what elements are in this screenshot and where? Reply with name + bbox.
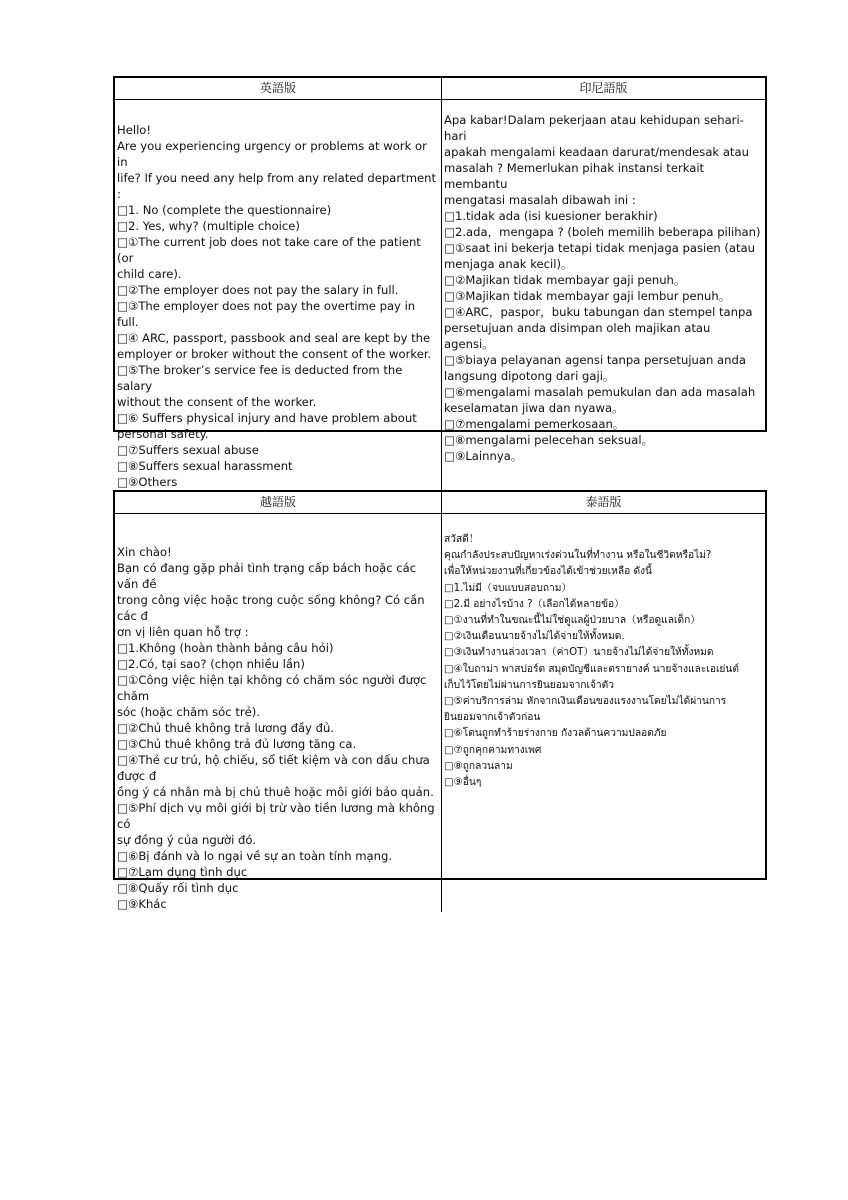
text-line: ồng ý cá nhân mà bị chủ thuê hoặc môi giới bảo quản. bbox=[117, 785, 434, 799]
text-line: □⑥ Suffers physical injury and have problem about bbox=[117, 411, 417, 425]
text-line: สวัสดี！ bbox=[444, 534, 479, 545]
text-line: □⑧mengalami pelecehan seksual。 bbox=[444, 433, 654, 447]
text-line: เพื่อให้หน่วยงานที่เกี่ยวข้องได้เข้าช่วยเหลือ ดังนี้ bbox=[444, 566, 653, 578]
text-line: □1.tidak ada (isi kuesioner berakhir) bbox=[444, 209, 658, 223]
text-line: □⑦Suffers sexual abuse bbox=[117, 443, 259, 457]
text-line: langsung dipotong dari gaji。 bbox=[444, 369, 615, 383]
text-line: □⑥mengalami masalah pemukulan dan ada masalah bbox=[444, 385, 756, 399]
text-line: child care). bbox=[117, 267, 182, 281]
text-line: □2.Có, tại sao? (chọn nhiều lần) bbox=[117, 657, 305, 671]
text-line: trong công việc hoặc trong cuộc sống không? Có cần các đ bbox=[117, 593, 429, 623]
text-line: □④ARC，paspor，buku tabungan dan stempel tanpa bbox=[444, 305, 753, 319]
text-line: apakah mengalami keadaan darurat/mendesak atau bbox=[444, 145, 749, 159]
text-line: sự đồng ý của người đó. bbox=[117, 833, 256, 847]
text-line: □⑨Others bbox=[117, 475, 178, 489]
header-indonesian-version: 印尼語版 bbox=[442, 78, 765, 100]
text-line: □1.Không (hoàn thành bảng câu hỏi) bbox=[117, 641, 334, 655]
text-line: □②Chủ thuê không trả lương đầy đủ. bbox=[117, 721, 334, 735]
text-line: □⑧Quấy rối tình dục bbox=[117, 881, 239, 895]
text-line: □2.มี อย่างไรบ้าง ?（เลือกได้หลายข้อ） bbox=[444, 598, 625, 610]
text-line: □⑦Lạm dụng tình dục bbox=[117, 865, 248, 879]
text-line: keselamatan jiwa dan nyawa。 bbox=[444, 401, 624, 415]
text-line: □1. No (complete the questionnaire) bbox=[117, 203, 332, 217]
vietnamese-text-cell bbox=[115, 514, 442, 912]
text-line: □②เงินเดือนนายจ้างไม่ได้จ่ายให้ทั้งหมด. bbox=[444, 631, 625, 643]
text-line: Xin chào! bbox=[117, 545, 172, 559]
text-line: □①saat ini bekerja tetapi tidak menjaga pasien (atau bbox=[444, 241, 755, 255]
survey-table-english-indonesian bbox=[113, 76, 767, 489]
text-line: □⑨อื่นๆ bbox=[444, 777, 482, 789]
text-line: persetujuan anda disimpan oleh majikan atau agensi。 bbox=[444, 321, 715, 351]
header-thai-version: 泰語版 bbox=[442, 492, 765, 514]
text-line: Are you experiencing urgency or problems at work or in bbox=[117, 139, 431, 169]
text-line: □③Chủ thuê không trả đủ lương tăng ca. bbox=[117, 737, 357, 751]
text-line: menjaga anak kecil)。 bbox=[444, 257, 573, 271]
text-line: □⑤The broker’s service fee is deducted from the salary bbox=[117, 363, 407, 393]
text-line: □1.ไม่มี（จบแบบสอบถาม） bbox=[444, 582, 572, 594]
text-line: □①The current job does not take care of the patient (or bbox=[117, 235, 425, 265]
text-line: □①Công việc hiện tại không có chăm sóc người được chăm bbox=[117, 673, 431, 703]
text-line: sóc (hoặc chăm sóc trẻ). bbox=[117, 705, 260, 719]
survey-table-vietnamese-thai bbox=[113, 490, 767, 911]
text-line: □②Majikan tidak membayar gaji penuh。 bbox=[444, 273, 686, 287]
text-line: ยินยอมจากเจ้าตัวก่อน bbox=[444, 712, 541, 724]
text-line: □⑦mengalami pemerkosaan。 bbox=[444, 417, 625, 431]
text-line: □2. Yes, why? (multiple choice) bbox=[117, 219, 300, 233]
text-line: □③Majikan tidak membayar gaji lembur penuh。 bbox=[444, 289, 731, 303]
text-line: □④ ARC, passport, passbook and seal are kept by the bbox=[117, 331, 431, 345]
text-line: □①งานที่ทำในขณะนี้ไม่ใช่ดูแลผู้ป่วยบาล（หรือดูแลเด็ก） bbox=[444, 615, 701, 627]
text-line: คุณกำลังประสบปัญหาเร่งด่วนในที่ทำงาน หรือในชีวิตหรือไม่? bbox=[444, 550, 712, 562]
text-line: □②The employer does not pay the salary in full. bbox=[117, 283, 399, 297]
header-vietnamese-version: 越語版 bbox=[115, 492, 442, 514]
text-line: □2.ada，mengapa ? (boleh memilih beberapa pilihan) bbox=[444, 225, 761, 239]
text-line: □⑤biaya pelayanan agensi tanpa persetujuan anda bbox=[444, 353, 746, 367]
text-line: เก็บไว้โดยไม่ผ่านการยินยอมจากเจ้าตัว bbox=[444, 679, 614, 691]
text-line: Bạn có đang gặp phải tình trạng cấp bách hoặc các vấn đề bbox=[117, 561, 420, 591]
text-line: without the consent of the worker. bbox=[117, 395, 317, 409]
text-line: □④Thẻ cư trú, hộ chiếu, sổ tiết kiệm và con dấu chưa được đ bbox=[117, 753, 434, 783]
thai-text-cell bbox=[442, 514, 765, 912]
text-line: life? If you need any help from any related department : bbox=[117, 171, 440, 201]
text-line: personal safety. bbox=[117, 427, 209, 441]
text-line: □⑨Lainnya。 bbox=[444, 449, 523, 463]
text-line: □⑥Bị đánh và lo ngại về sự an toàn tính mạng. bbox=[117, 849, 393, 863]
text-line: □⑧ถูกลวนลาม bbox=[444, 760, 513, 772]
text-line: □③The employer does not pay the overtime pay in full. bbox=[117, 299, 419, 329]
text-line: □⑤Phí dịch vụ môi giới bị trừ vào tiền lương mà không có bbox=[117, 801, 439, 831]
text-line: □⑤ค่าบริการล่าม หักจากเงินเดือนของแรงงานโดยไม่ได้ผ่านการ bbox=[444, 696, 727, 708]
header-english-version: 英語版 bbox=[115, 78, 442, 100]
text-line: Hello! bbox=[117, 123, 152, 137]
text-line: □④ใบถาม่า พาสปอร์ต สมุดบัญชีและตรายางค์ นายจ้างและเอเย่นต์ bbox=[444, 663, 739, 675]
text-line: Apa kabar!Dalam pekerjaan atau kehidupan sehari-hari bbox=[444, 113, 744, 143]
text-line: □③เงินทำงานล่วงเวลา（ค่าOT）นายจ้างไม่ได้จ่ายให้ทั้งหมด bbox=[444, 647, 714, 659]
text-line: employer or broker without the consent of the worker. bbox=[117, 347, 432, 361]
text-line: □⑦ถูกคุกคามทางเพศ bbox=[444, 744, 542, 756]
text-line: □⑥โดนถูกทำร้ายร่างกาย กังวลด้านความปลอดภัย bbox=[444, 728, 667, 740]
indonesian-text-cell bbox=[442, 100, 765, 490]
text-line: □⑨Khác bbox=[117, 897, 167, 911]
text-line: ơn vị liên quan hỗ trợ : bbox=[117, 625, 249, 639]
text-line: □⑧Suffers sexual harassment bbox=[117, 459, 293, 473]
text-line: mengatasi masalah dibawah ini : bbox=[444, 193, 636, 207]
english-text-cell bbox=[115, 100, 442, 490]
text-line: masalah ? Memerlukan pihak instansi terkait membantu bbox=[444, 161, 708, 191]
